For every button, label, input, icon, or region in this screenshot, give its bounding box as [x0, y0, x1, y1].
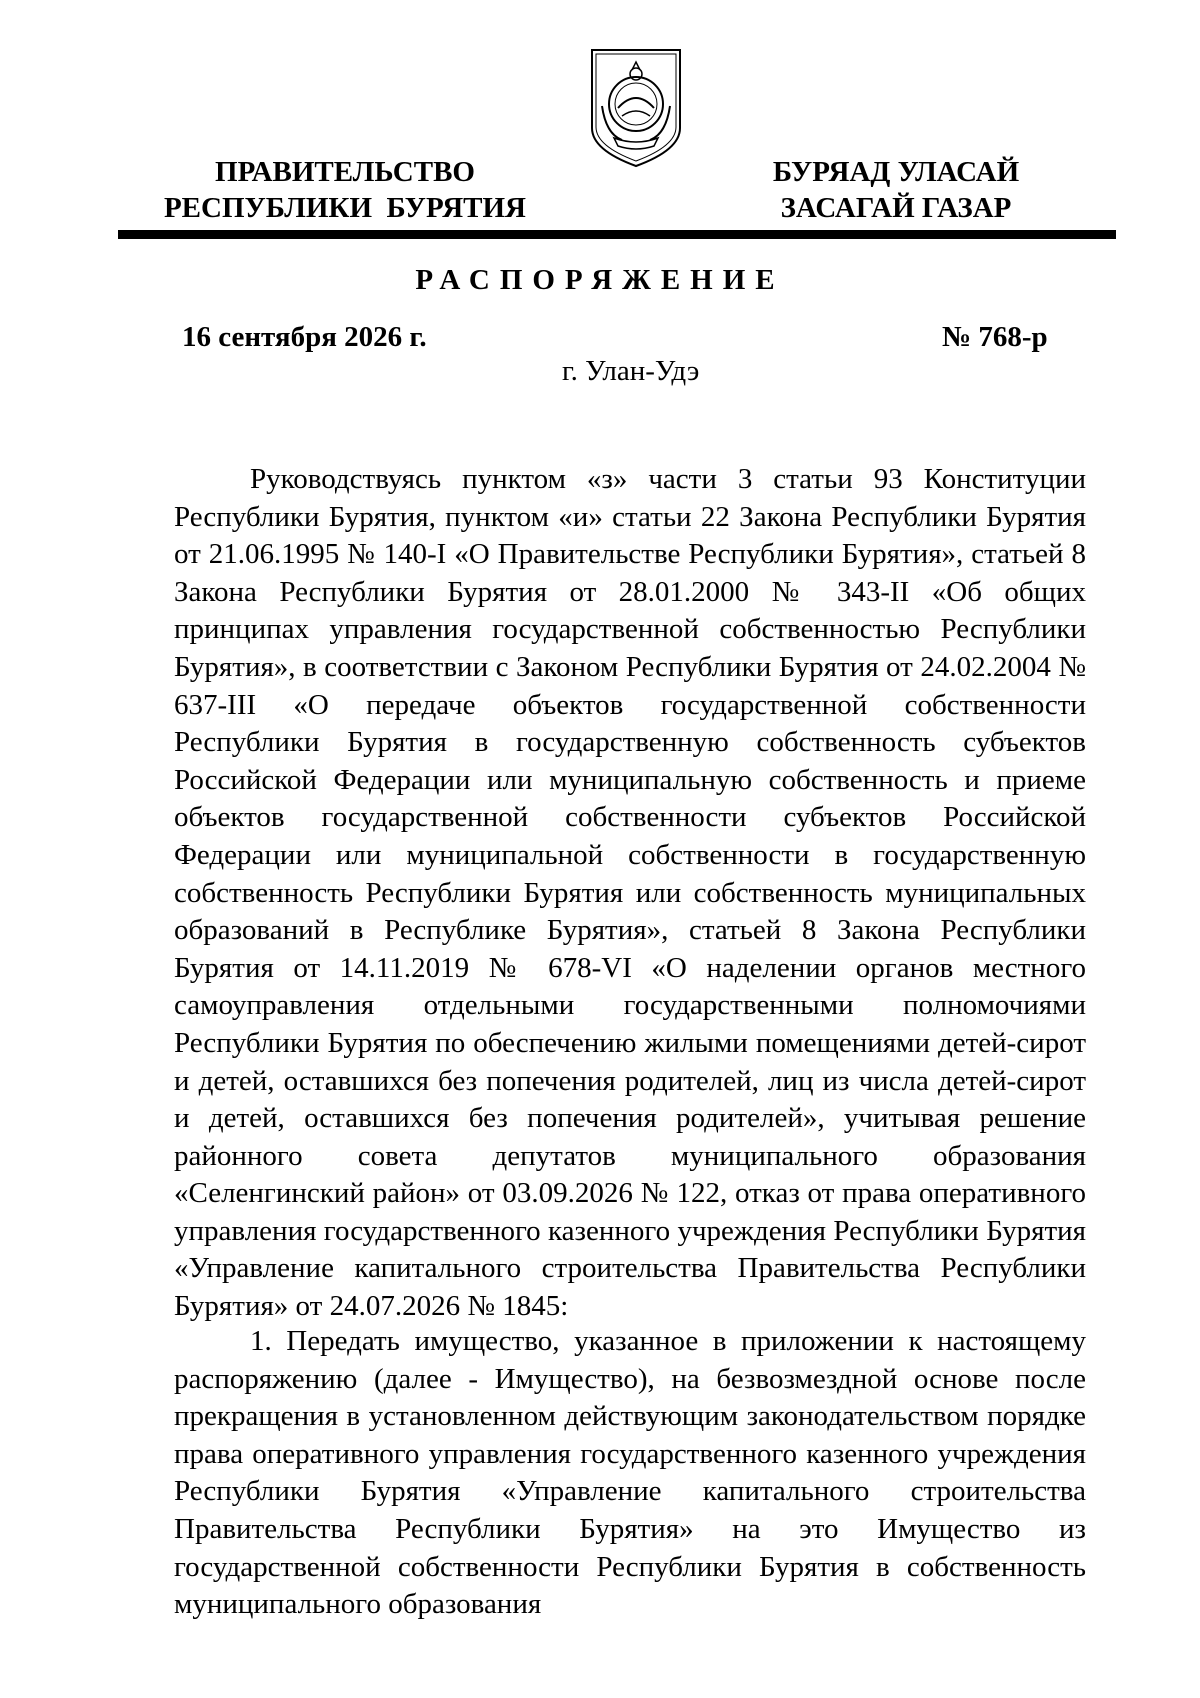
- coat-of-arms-icon: [588, 46, 684, 170]
- document-date: 16 сентября 2026 г.: [182, 321, 427, 353]
- document-type-title: РАСПОРЯЖЕНИЕ: [415, 264, 785, 296]
- issuer-buryat-line-2: ЗАСАГАЙ ГАЗАР: [780, 192, 1012, 224]
- document-city: г. Улан-Удэ: [562, 355, 700, 387]
- issuer-line-1: ПРАВИТЕЛЬСТВО: [215, 156, 475, 188]
- issuer-line-2: РЕСПУБЛИКИ БУРЯТИЯ: [163, 192, 527, 224]
- header-divider: [118, 230, 1116, 239]
- clause-1-paragraph: 1. Передать имущество, указанное в приложении к настоящему распоряжению (далее - Имущество), на безвозмездной основе после прекращения в установленном действующим законодательством порядке права оперативного управления государственного казенного учреждения Республики Бурятия «Управление капитального строительства Правительства Республики Бурятия» на это Имущество из государственной собственности Республики Бурятия в собственность муниципального образования: [174, 1325, 1086, 1621]
- issuer-name-buryat: [756, 154, 1036, 226]
- issuer-buryat-line-1: БУРЯАД УЛАСАЙ: [772, 156, 1020, 188]
- preamble-paragraph: Руководствуясь пунктом «з» части 3 статьи 93 Конституции Республики Бурятия, пунктом «и» статьи 22 Закона Республики Бурятия от 21.06.1995 № 140-I «О Правительстве Республики Бурятия», статьей 8 Закона Республики Бурятия от 28.01.2000 № 343-II «Об общих принципах управления государственной собственностью Республики Бурятия», в соответствии с Законом Республики Бурятия от 24.02.2004 № 637-III «О передаче объектов государственной собственности Республики Бурятия в государственную собственность субъектов Российской Федерации или муниципальную собственность и приеме объектов государственной собственности субъектов Российской Федерации или муниципальной собственности в государственную собственность Республики Бурятия или собственность муниципальных образований в Республике Бурятия», статьей 8 Закона Республики Бурятия от 14.11.2019 № 678-VI «О наделении органов местного самоуправления отдельными государственными полномочиями Республики Бурятия по обеспечению жилыми помещениями детей-сирот и детей, оставшихся без попечения родителей, лиц из числа детей-сирот и детей, оставшихся без попечения родителей», учитывая решение районного совета депутатов муниципального образования «Селенгинский район» от 03.09.2026 № 122, отказ от права оперативного управления государственного казенного учреждения Республики Бурятия «Управление капитального строительства Правительства Республики Бурятия» от 24.07.2026 № 1845:: [174, 463, 1086, 1323]
- issuer-name-russian: [160, 154, 530, 226]
- document-number: № 768-р: [942, 321, 1048, 353]
